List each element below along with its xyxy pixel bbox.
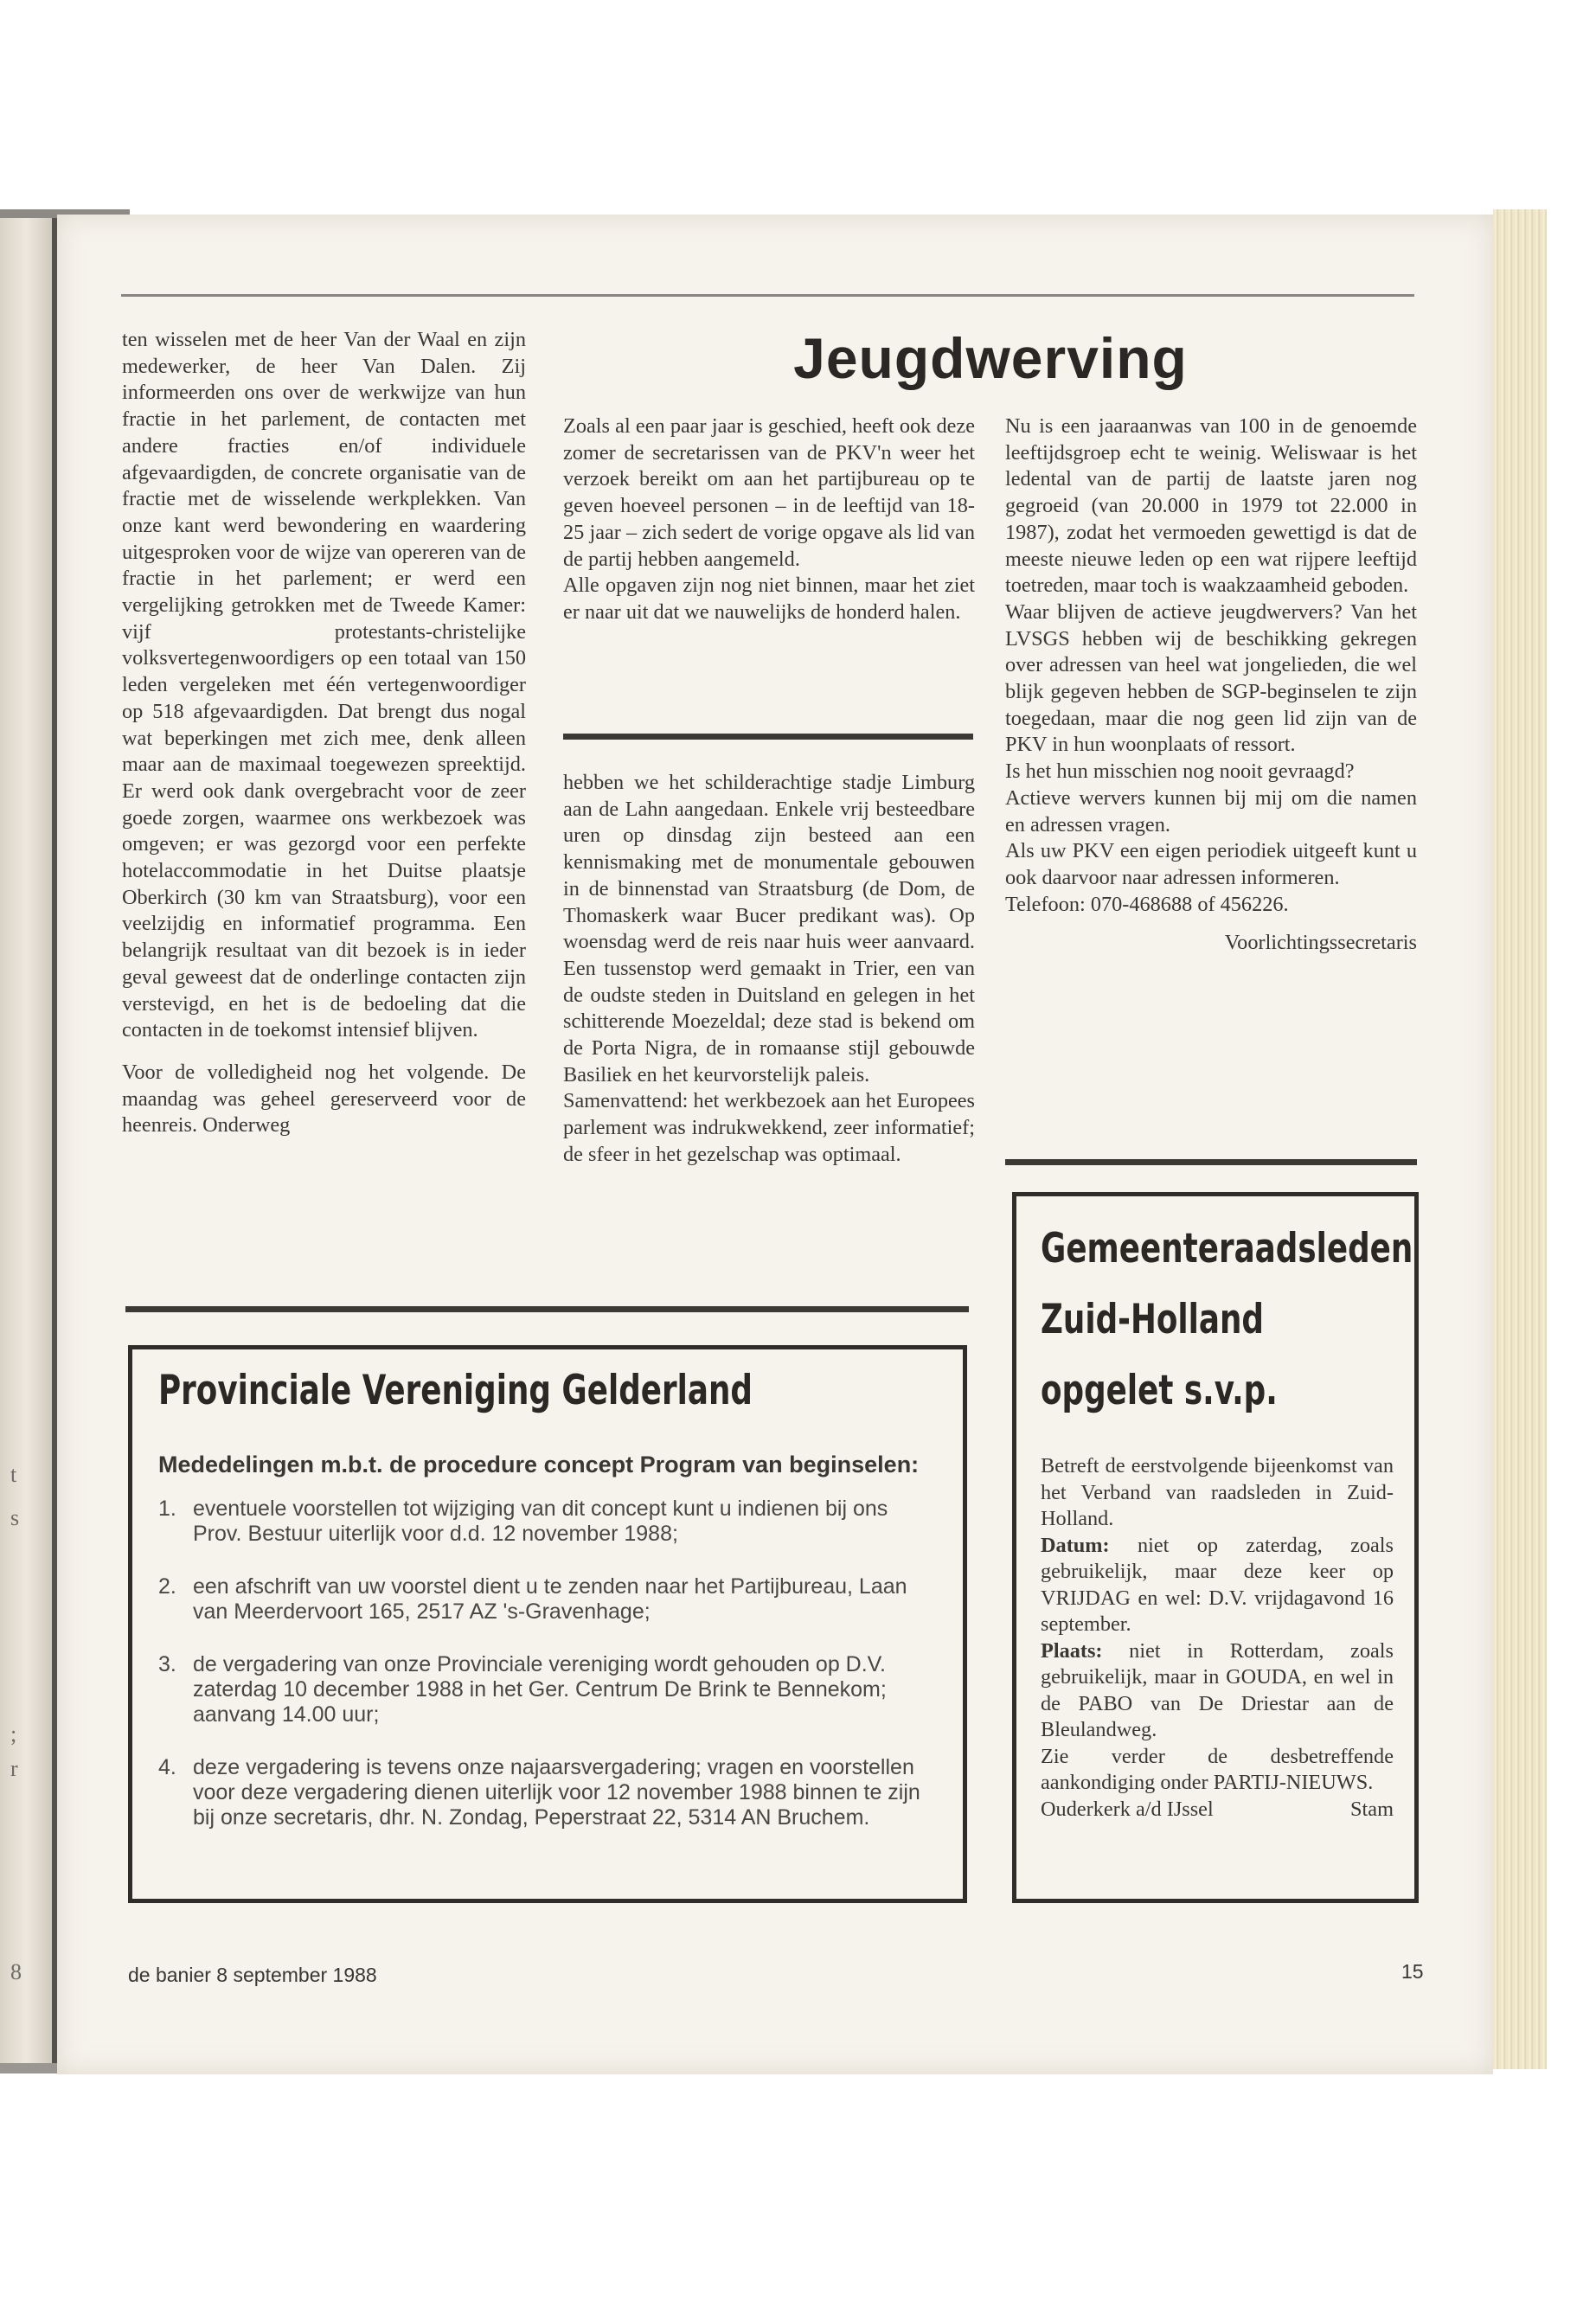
article-paragraph: Voor de volledigheid nog het volgende. De maandag was geheel gereserveerd voor de heenreis. Onderweg — [122, 1060, 526, 1138]
place-text: niet in Rotterdam, zoals gebruikelijk, maar in GOUDA, en wel in de PABO van De Driestar aan de Bleulandweg. — [1041, 1638, 1394, 1741]
article-paragraph: hebben we het schilderachtige stadje Limburg aan de Lahn aangedaan. Enkele vrij besteedbare uren op dinsdag zijn besteed aan een kennismaking met de monumentale gebouwen in de binnenstad van Straatsburg (de Dom, de Thomaskerk waar Bucer predikant was). Op woensdag werd de reis naar huis weer aanvaard. Een tussenstop werd gemaakt in Trier, een van de oudste steden in Duitsland en gelegen in het schitterende Moezeldal; deze stad is bekend om de Porta Nigra, de in romaanse stijl gebouwde Basiliek en het keurvorstelijk paleis. — [563, 771, 975, 1086]
list-item-text: de vergadering van onze Provinciale vereniging wordt gehouden op D.V. zaterdag 10 december 1988 in het Ger. Centrum De Brink te Bennekom; aanvang 14.00 uur; — [193, 1652, 887, 1727]
article-paragraph: Zoals al een paar jaar is geschied, heeft ook deze zomer de secretarissen van de PKV'n weer het verzoek bereikt om aan het partijbureau op te geven hoeveel personen – in de leeftijd van 18-25 jaar – zich sedert de vorige opgave als lid van de partij hebben aangemeld. — [563, 414, 975, 571]
phone-line: Telefoon: 070-468688 of 456226. — [1005, 892, 1289, 916]
article-column-3 — [1005, 413, 1417, 957]
notice-title-line: opgelet s.v.p. — [1041, 1367, 1278, 1414]
notice-place — [1041, 1638, 1394, 1744]
notice-title-line: Gemeenteraadsleden — [1041, 1225, 1413, 1272]
notice-list — [158, 1497, 937, 1858]
notice-signature — [1041, 1797, 1394, 1823]
top-rule — [121, 294, 1414, 297]
list-item — [158, 1497, 937, 1547]
notice-more: Zie verder de desbetreffende aankondiging onder PARTIJ-NIEUWS. — [1041, 1744, 1394, 1794]
margin-mark: r — [10, 1756, 18, 1781]
article-paragraph: Samenvattend: het werkbezoek aan het Europees parlement was indrukwekkend, zeer informatief; de sfeer in het gezelschap was optimaal. — [563, 1089, 975, 1166]
notice-title: Provinciale Vereniging Gelderland — [158, 1367, 753, 1414]
list-item-text: deze vergadering is tevens onze najaarsvergadering; vragen en voorstellen voor deze vergadering dienen uiterlijk voor 12 november 1988 binnen te zijn bij onze secretaris, dhr. N. Zondag, Peperstraat 22, 5314 AN Bruchem. — [193, 1755, 920, 1830]
publication-footer: de banier 8 september 1988 — [128, 1964, 377, 1986]
margin-mark: s — [10, 1505, 20, 1530]
list-item-number: 2. — [158, 1574, 176, 1599]
article-paragraph: Is het hun misschien nog nooit gevraagd? — [1005, 760, 1355, 784]
list-item-text: eventuele voorstellen tot wijziging van dit concept kunt u indienen bij ons Prov. Bestuur uiterlijk voor d.d. 12 november 1988; — [193, 1497, 888, 1546]
article-column-1 — [122, 327, 526, 1139]
list-item — [158, 1574, 937, 1625]
notice-box-gelderland — [128, 1345, 967, 1903]
list-item-text: een afschrift van uw voorstel dient u te zenden naar het Partijbureau, Laan van Meerdervoort 165, 2517 AZ 's-Gravenhage; — [193, 1574, 907, 1624]
list-item — [158, 1652, 937, 1727]
list-item-number: 1. — [158, 1497, 176, 1521]
notice-subtitle: Mededelingen m.b.t. de procedure concept Program van beginselen: — [158, 1452, 920, 1477]
date-label: Datum: — [1041, 1533, 1110, 1557]
list-item — [158, 1755, 937, 1830]
article-paragraph: Waar blijven de actieve jeugdwervers? Van het LVSGS hebben wij de beschikking gekregen over adressen van heel wat jongelieden, die wel blijk gegeven hebben de SGP-beginselen te zijn toegedaan, maar die nog geen lid zijn van de PKV in hun woonplaats of ressort. — [1005, 599, 1417, 757]
article-paragraph: Als uw PKV een eigen periodiek uitgeeft kunt u ook daarvoor naar adressen informeren. — [1005, 839, 1417, 889]
margin-mark: ; — [10, 1721, 17, 1747]
signature-name: Stam — [1350, 1797, 1394, 1821]
article-paragraph: Nu is een jaaraanwas van 100 in de genoemde leeftijdsgroep echt te weinig. Weliswaar is het ledental van de partij de laatste jaren nog gegroeid (van 20.000 in 1979 tot 22.000 in 1987), zodat het vermoeden gewettigd is dat de meeste nieuwe leden op een wat rijpere leeftijd toetreden, maar toch is waakzaamheid geboden. — [1005, 414, 1417, 598]
notice-title — [1041, 1214, 1413, 1426]
right-page-edges — [1493, 209, 1547, 2069]
article-column-2-top — [563, 413, 975, 626]
list-item-number: 4. — [158, 1755, 176, 1779]
notice-box-zuid-holland — [1012, 1192, 1419, 1903]
date-text: niet op zaterdag, zoals gebruikelijk, maar deze keer op VRIJDAG en wel: D.V. vrijdagavond 16 september. — [1041, 1533, 1394, 1636]
column-divider — [1005, 1159, 1417, 1165]
margin-mark: t — [10, 1462, 17, 1487]
page-number: 15 — [1401, 1960, 1424, 1983]
article-paragraph: Actieve wervers kunnen bij mij om die namen en adressen vragen. — [1005, 785, 1417, 836]
notice-title-line: Zuid-Holland — [1041, 1296, 1264, 1343]
article-signature: Voorlichtingssecretaris — [1224, 931, 1417, 955]
notice-body — [1041, 1453, 1394, 1823]
article-paragraph: Alle opgaven zijn nog niet binnen, maar het ziet er naar uit dat we nauwelijks de honderd halen. — [563, 574, 975, 624]
article-title: Jeugdwerving — [793, 326, 1188, 390]
notice-date — [1041, 1533, 1394, 1638]
article-paragraph: ten wisselen met de heer Van der Waal en zijn medewerker, de heer Van Dalen. Zij informeerden ons over de werkwijze van hun fractie in het parlement, de contacten met andere fracties en/of individuele afgevaardigden, de concrete organisatie van de fractie met de wisselende werkplekken. Van onze kant werd bewondering en waardering uitgesproken voor de wijze van opereren van de fractie in het parlement; er werd een vergelijking getrokken met de Tweede Kamer: vijf protestants-christelijke volksvertegenwoordigers op een totaal van 150 leden vergeleken met één vertegenwoordiger op 518 afgevaardigden. Dat brengt dus nogal wat beperkingen met zich mee, denk alleen maar aan de maximaal toegewezen spreektijd. Er werd ook dank overgebracht voor de zeer goede zorgen, waarmee ons werkbezoek was omgeven; er was gezorgd voor een perfekte hotelaccommodatie in het Duitse plaatsje Oberkirch (30 km van Straatsburg), voor een veelzijdig en informatief programma. Een belangrijk resultaat van dit bezoek is in ieder geval geweest dat de onderlinge contacten zijn verstevigd, en het is de bedoeling dat die contacten in de toekomst intensief blijven. — [122, 328, 526, 1042]
column-divider — [563, 734, 973, 740]
place-label: Plaats: — [1041, 1638, 1103, 1663]
section-divider — [125, 1306, 969, 1312]
article-column-2-bottom — [563, 770, 975, 1169]
left-page-edge — [0, 209, 59, 2073]
notice-intro: Betreft de eerstvolgende bijeenkomst van het Verband van raadsleden in Zuid-Holland. — [1041, 1454, 1394, 1530]
margin-mark: 8 — [10, 1959, 22, 1984]
signature-place: Ouderkerk a/d IJssel — [1041, 1797, 1214, 1821]
list-item-number: 3. — [158, 1652, 176, 1676]
